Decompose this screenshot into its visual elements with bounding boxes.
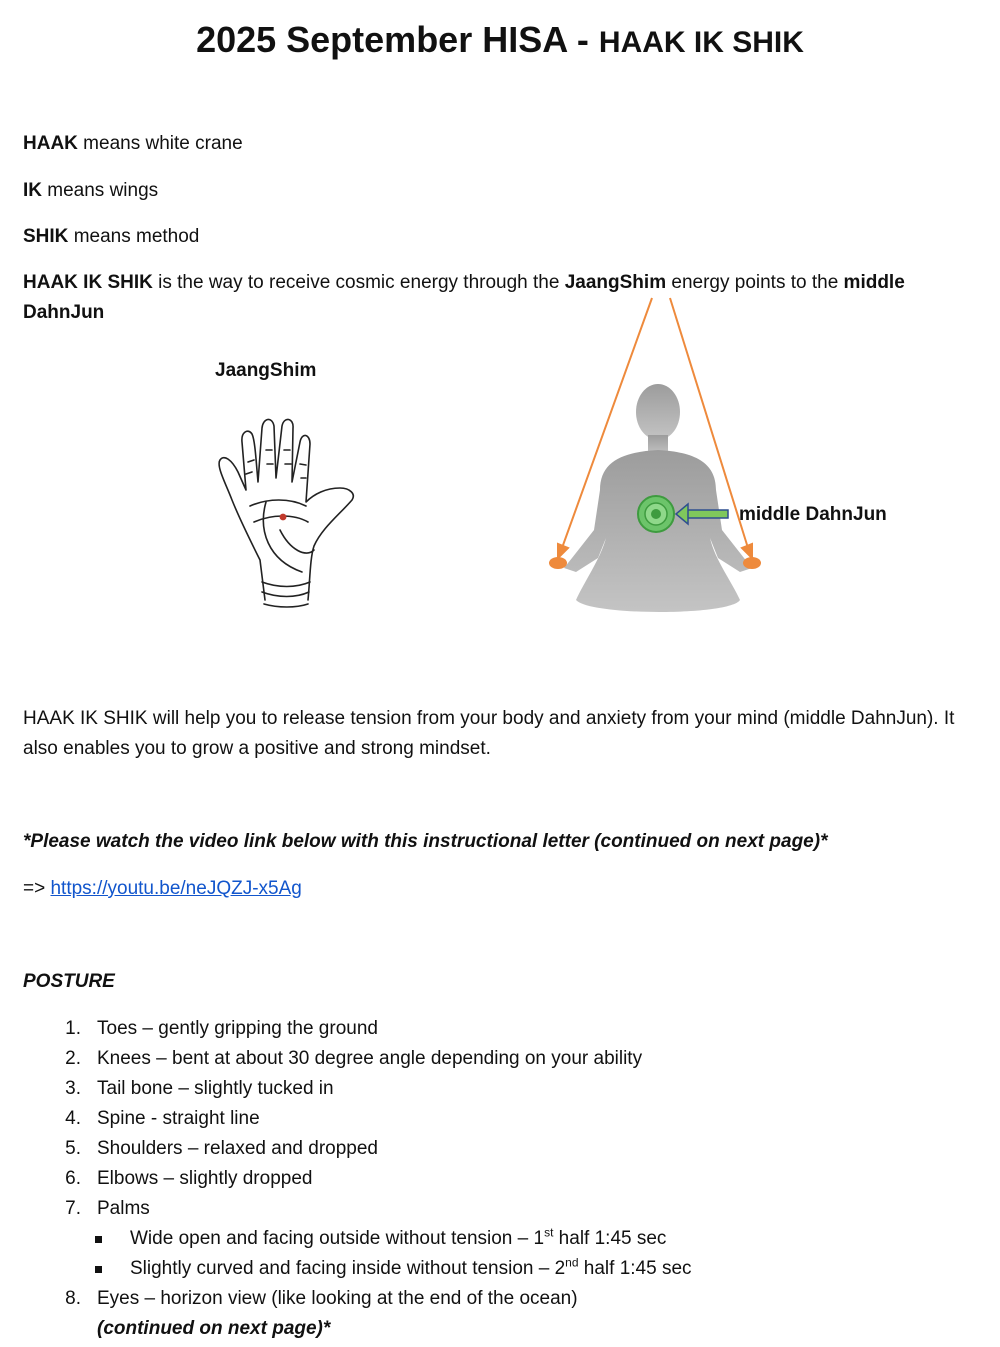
video-link-line <box>23 874 983 904</box>
link-prefix: => <box>23 878 46 899</box>
arrow-head-right-icon <box>742 544 752 558</box>
list-item: 2. Knees – bent at about 30 degree angle depending on your ability <box>65 1048 643 1069</box>
definition-term: SHIK <box>23 226 69 247</box>
list-item: 8. Eyes – horizon view (like looking at the end of the ocean) <box>65 1288 578 1309</box>
jaangshim-point-icon <box>280 514 287 521</box>
palms-sub-list <box>55 1224 955 1284</box>
intro-term: HAAK IK SHIK <box>23 272 153 293</box>
posture-heading: POSTURE <box>23 971 115 992</box>
list-item: 6. Elbows – slightly dropped <box>65 1168 313 1189</box>
definition-haak <box>23 131 243 157</box>
definition-meaning: means wings <box>47 180 159 201</box>
hand-label: JaangShim <box>215 360 317 381</box>
list-item: 1. Toes – gently gripping the ground <box>65 1018 378 1039</box>
video-note: *Please watch the video link below with this instructional letter (continued on next page)* <box>23 831 828 852</box>
sub-list-item: Slightly curved and facing inside without tension – 2nd half 1:45 sec <box>55 1254 955 1284</box>
list-item: 3. Tail bone – slightly tucked in <box>65 1078 334 1099</box>
intro-paragraph <box>23 268 983 328</box>
intro-bold-jaangshim: JaangShim <box>564 272 667 293</box>
intro-text-1: is the way to receive cosmic energy through the <box>158 272 560 293</box>
title-sub: HAAK IK SHIK <box>598 26 804 59</box>
sub-list-item: Wide open and facing outside without tension – 1st half 1:45 sec <box>55 1224 955 1254</box>
definition-meaning: means white crane <box>83 133 243 154</box>
title-main: 2025 September HISA - <box>196 19 589 60</box>
definition-term: IK <box>23 180 42 201</box>
continued-note: (continued on next page)* <box>97 1318 331 1339</box>
body-label: middle DahnJun <box>739 504 887 525</box>
meditation-body-illustration <box>530 290 790 630</box>
square-bullet-icon <box>95 1266 102 1273</box>
definition-term: HAAK <box>23 133 78 154</box>
heart-chakra-icon <box>638 496 674 532</box>
list-item: 7. Palms <box>65 1198 150 1219</box>
intro-bold-dahnjun: middle DahnJun <box>23 272 905 323</box>
definition-shik <box>23 224 199 250</box>
definition-ik <box>23 178 158 204</box>
page-title <box>0 18 1000 65</box>
posture-list <box>55 1014 955 1314</box>
youtube-link[interactable]: https://youtu.be/neJQZJ-x5Ag <box>50 878 302 899</box>
palms-sub-list-container <box>55 1224 955 1284</box>
list-item: 4. Spine - straight line <box>65 1108 260 1129</box>
benefit-paragraph: HAAK IK SHIK will help you to release tension from your body and anxiety from your mind (middle DahnJun). It also enables you to grow a positive and strong mindset. <box>23 708 955 759</box>
definition-meaning: means method <box>73 226 200 247</box>
square-bullet-icon <box>95 1236 102 1243</box>
intro-text-2: energy points to the <box>671 272 839 293</box>
arrow-head-left-icon <box>558 544 568 558</box>
palm-hand-illustration <box>210 410 370 610</box>
list-item: 5. Shoulders – relaxed and dropped <box>65 1138 378 1159</box>
